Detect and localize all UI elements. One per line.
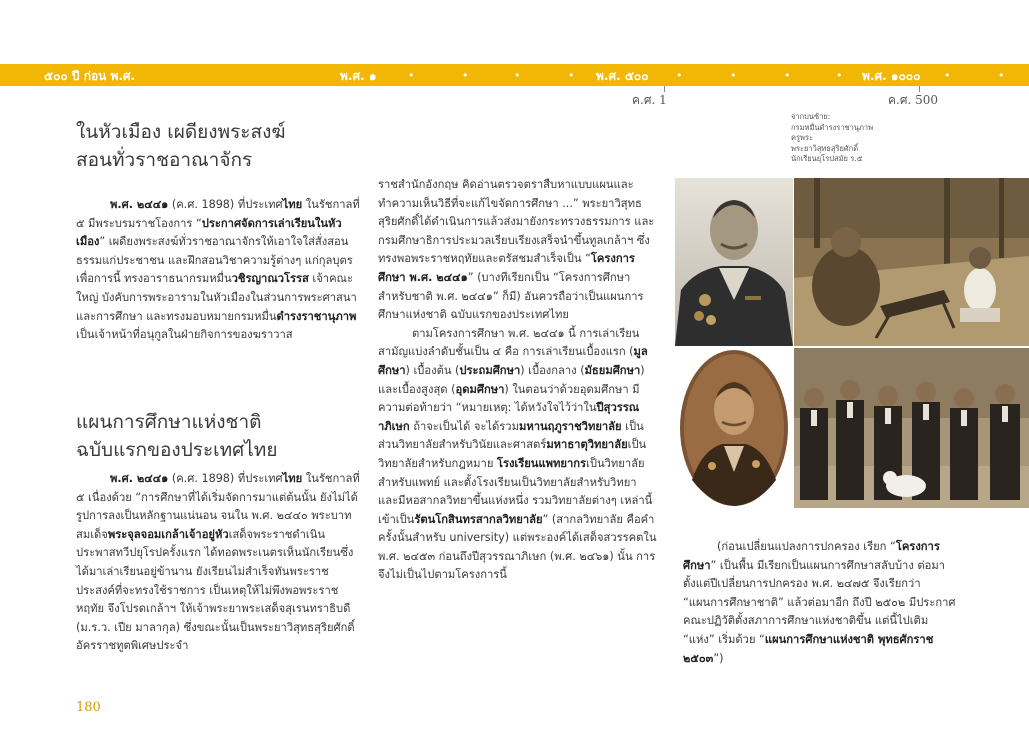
bold-term: ประกาศจัดการเล่าเรียนในหัวเมือง (76, 216, 342, 249)
timeline-dot: • (676, 69, 683, 82)
text-run: เป็นวิทยาลัยสำหรับกฎหมาย (378, 438, 647, 470)
timeline-label-ce1: ค.ศ. 1 (632, 93, 667, 107)
text-run: ” (สากลวิทยาลัย คือคำครั้งนั้นสำหรับ university) แต่พระองค์ได้เสด็จสวรรคตใน พ.ศ. ๒๔๕๓ ก่อนถึงปีสุวรรณาภิเษก (พ.ศ. ๒๔๖๑) นั้น การจึงไม่เป็นไปตามโครงการนี้ (378, 512, 657, 582)
bold-term: พ.ศ. ๒๔๔๑ (110, 198, 169, 211)
timeline-dot: • (568, 69, 575, 82)
text-run: (ก่อนเปลี่ยนแปลงการปกครอง เรียก “ (717, 540, 896, 553)
text-run: ) เบื้องต้น ( (405, 363, 460, 377)
bold-term: โรงเรียนแพทยากร (496, 456, 587, 470)
bold-term: อุดมศึกษา (455, 382, 505, 396)
timeline-dot: • (462, 69, 469, 82)
section2-heading (76, 408, 277, 464)
bold-term: มัธยมศึกษา (584, 363, 641, 377)
section1-paragraph (76, 196, 363, 345)
caption-line: พระยาวิสุทธสุริยศักดิ์ (791, 143, 859, 153)
text-run: ” (บางทีเรียกเป็น “โครงการศึกษาสำหรับชาติ พ.ศ. ๒๔๔๑” ก็มี) อันควรถือว่าเป็นแผนการศึกษาแห่งชาติ ฉบับแรกของประเทศไทย (378, 270, 644, 322)
bold-term: มหานฤภูราชวิทยาลัย (518, 419, 622, 433)
text-run: เป็นวิทยาลัยสำหรับแพทย์ และตั้งโรงเรียนเป็นวิทยาลัยสำหรับวิทยา และมีหอสากลวิทยาขึ้นแห่งหนึ่ง รวมวิทยาลัยต่างๆ เหล่านี้ เข้าเป็น (378, 456, 653, 526)
section2-heading-line2: ฉบับแรกของประเทศไทย (76, 439, 278, 461)
text-run: ราชสำนักอังกฤษ คิดอ่านตรวจตราสืบหาแบบแผนและทำความเห็นวิธีที่จะแก้ไขจัดการศึกษา ...” พระยาวิสุทธสุริยศักดิ์ได้ดำเนินการแล้วส่งมายังกระทรวงธรรมการ และกรมศึกษาธิการประมวลเรียบเรียงเสร็จนำขึ้นทูลเกล้าฯ ซึ่งทรงพอพระราชหฤทัยและตรัสชมสำเร็จเป็น “ (378, 178, 655, 266)
bold-term: แผนการศึกษาแห่งชาติ พุทธศักราช ๒๕๐๓ (683, 632, 934, 665)
section2-body (76, 470, 363, 656)
right-column (683, 538, 963, 668)
timeline-dot: • (514, 69, 521, 82)
bold-term: ประถมศึกษา (459, 363, 521, 377)
section2-heading-line1: แผนการศึกษาแห่งชาติ (76, 411, 262, 433)
timeline-dot: • (944, 69, 951, 82)
bold-term: มูลศึกษา (378, 345, 648, 377)
text-run: ” เป็นพื้น มีเรียกเป็นแผนการศึกษาสลับบ้าง ต่อมา ตั้งแต่ปีเปลี่ยนการปกครอง พ.ศ. ๒๔๗๕ จึงเรียกว่า “แผนการศึกษาชาติ” แล้วต่อมาอีก ถึงปี ๒๕๐๒ มีประกาศคณะปฏิวัติตั้งสภาการศึกษาแห่งชาติขึ้น แต่นี้ไปเติม “แห่ง” เริ่มด้วย “ (683, 558, 956, 646)
timeline-dot: • (836, 69, 843, 82)
bold-term: ไทย (282, 198, 303, 211)
page-number: 180 (76, 700, 101, 715)
middle-paragraph-1 (378, 176, 659, 325)
text-run: ถ้าจะเป็นได้ จะได้รวม (409, 419, 519, 433)
photo-caption (791, 112, 873, 165)
bold-term: โครงการศึกษา พ.ศ. ๒๔๔๑ (378, 252, 635, 284)
bold-term: โครงการศึกษา (683, 540, 940, 572)
timeline-dot: • (730, 69, 737, 82)
text-run: เจ้าคณะใหญ่ บังคับการพระอารามในหัวเมืองในส่วนการพระศาสนาและการศึกษา และทรงมอบหมายกรมหมื่น (76, 272, 357, 323)
text-run: ในรัชกาลที่ ๕ มีพระบรมราชโองการ “ (76, 198, 360, 230)
middle-column (378, 176, 659, 585)
bold-term: พระจุลจอมเกล้าเจ้าอยู่หัว (107, 527, 229, 541)
middle-paragraph-2 (378, 325, 659, 585)
text-run: ) ในตอนว่าด้วยอุดมศึกษา มีความต่อท้ายว่า “หมายเหตุ: ได้หวังใจไว้ว่าใน (378, 382, 640, 415)
bold-term: ดำรงราชานุภาพ (276, 309, 357, 323)
bold-term: พ.ศ. ๒๔๔๑ (110, 472, 169, 485)
text-run: (ค.ศ. 1898) ที่ประเทศ (168, 472, 283, 485)
timeline-label-be500: พ.ศ. ๕๐๐ (596, 69, 649, 83)
section2-paragraph (76, 470, 363, 656)
section1-heading (76, 118, 286, 174)
bold-term: วชิรญาณวโรรส (231, 272, 309, 286)
text-run: เป็นส่วนวิทยาลัยสำหรับวินัยและศาสตร์ (378, 419, 644, 452)
timeline-label-be1000: พ.ศ. ๑๐๐๐ (862, 69, 921, 83)
section1-body (76, 196, 363, 345)
text-run: เป็นเจ้าหน้าที่อนุกูลในฝ่ายกิจการของฆราวาส (76, 328, 293, 342)
timeline-label-bce: ๕๐๐ ปี ก่อน พ.ศ. (44, 69, 136, 83)
timeline-bar (0, 64, 1029, 86)
timeline-label-be1: พ.ศ. ๑ (340, 69, 377, 83)
text-run: ตามโครงการศึกษา พ.ศ. ๒๔๔๑ นี้ การเล่าเรียนสามัญแบ่งลำดับชั้นเป็น ๔ คือ การเล่าเรียนเบื้องแรก ( (378, 326, 640, 359)
bold-term: รัตนโกสินทรสากลวิทยาลัย (414, 512, 543, 526)
text-run: ) และเบื้องสูงสุด ( (378, 363, 645, 396)
timeline-label-ce500: ค.ศ. 500 (888, 93, 938, 107)
caption-line: กรมหมื่นดำรงราชานุภาพ (791, 122, 874, 132)
section1-heading-line2: สอนทั่วราชอาณาจักร (76, 149, 253, 171)
photo-prince-damrong (675, 178, 793, 346)
text-run: เสด็จพระราชดำเนินประพาสทวีปยุโรปครั้งแรก ได้ทอดพระเนตรเห็นนักเรียนซึ่งได้มาเล่าเรียนอยู่ข้านาน ยังเรียนไม่สำเร็จทันพระราชประสงค์ที่จะทรงใช้ราชการ เป็นเหตุให้ไม่พึงพอพระราชหฤทัย จึงโปรดเกล้าฯ ให้เจ้าพระยาพระเสด็จสุเรนทราธิบดี (ม.ร.ว. เปีย มาลากุล) ซึ่งขณะนั้นเป็นพระยาวิสุทธสุริยศักดิ์ อัครราชทูตพิเศษประจำ (76, 527, 355, 653)
bold-term: ไทย (282, 472, 303, 485)
bold-term: ปีสุวรรณาภิเษก (378, 401, 640, 433)
text-run: ” เผดียงพระสงฆ์ทั่วราชอาณาจักรให้เอาใจใส่สั่งสอนธรรมแก่ประชาชน และฝึกสอนวิชาความรู้ต่างๆ แก่กุลบุตร เพื่อการนี้ ทรงอาราธนากรมหมื่น (76, 235, 353, 286)
timeline-dot: • (408, 69, 415, 82)
caption-line: จากบนซ้าย: (791, 112, 831, 121)
photo-monk-teaching (794, 178, 1029, 346)
timeline-dot: • (998, 69, 1005, 82)
caption-line: นักเรียนยุโรปสมัย ร.๕ (791, 154, 863, 163)
text-run: (ค.ศ. 1898) ที่ประเทศ (168, 198, 283, 211)
right-paragraph (683, 538, 963, 668)
text-run: ในรัชกาลที่ ๕ เนื่องด้วย “การศึกษาที่ได้เริ่มจัดการมาแต่ต้นนั้น ยังไม่ได้รูปการลงเป็นหลักฐานแน่นอน จนใน พ.ศ. ๒๔๔๐ พระบาทสมเด็จ (76, 472, 360, 541)
photo-phraya-wisut (678, 348, 790, 508)
caption-line: ครูพระ (791, 133, 814, 142)
text-run: ) เบื้องกลาง ( (520, 363, 585, 377)
text-run: ”) (713, 651, 724, 665)
photo-student-group (794, 348, 1029, 508)
section1-heading-line1: ในหัวเมือง เผดียงพระสงฆ์ (76, 121, 286, 143)
bold-term: มหาธาตุวิทยาลัย (546, 438, 628, 452)
timeline-dot: • (784, 69, 791, 82)
